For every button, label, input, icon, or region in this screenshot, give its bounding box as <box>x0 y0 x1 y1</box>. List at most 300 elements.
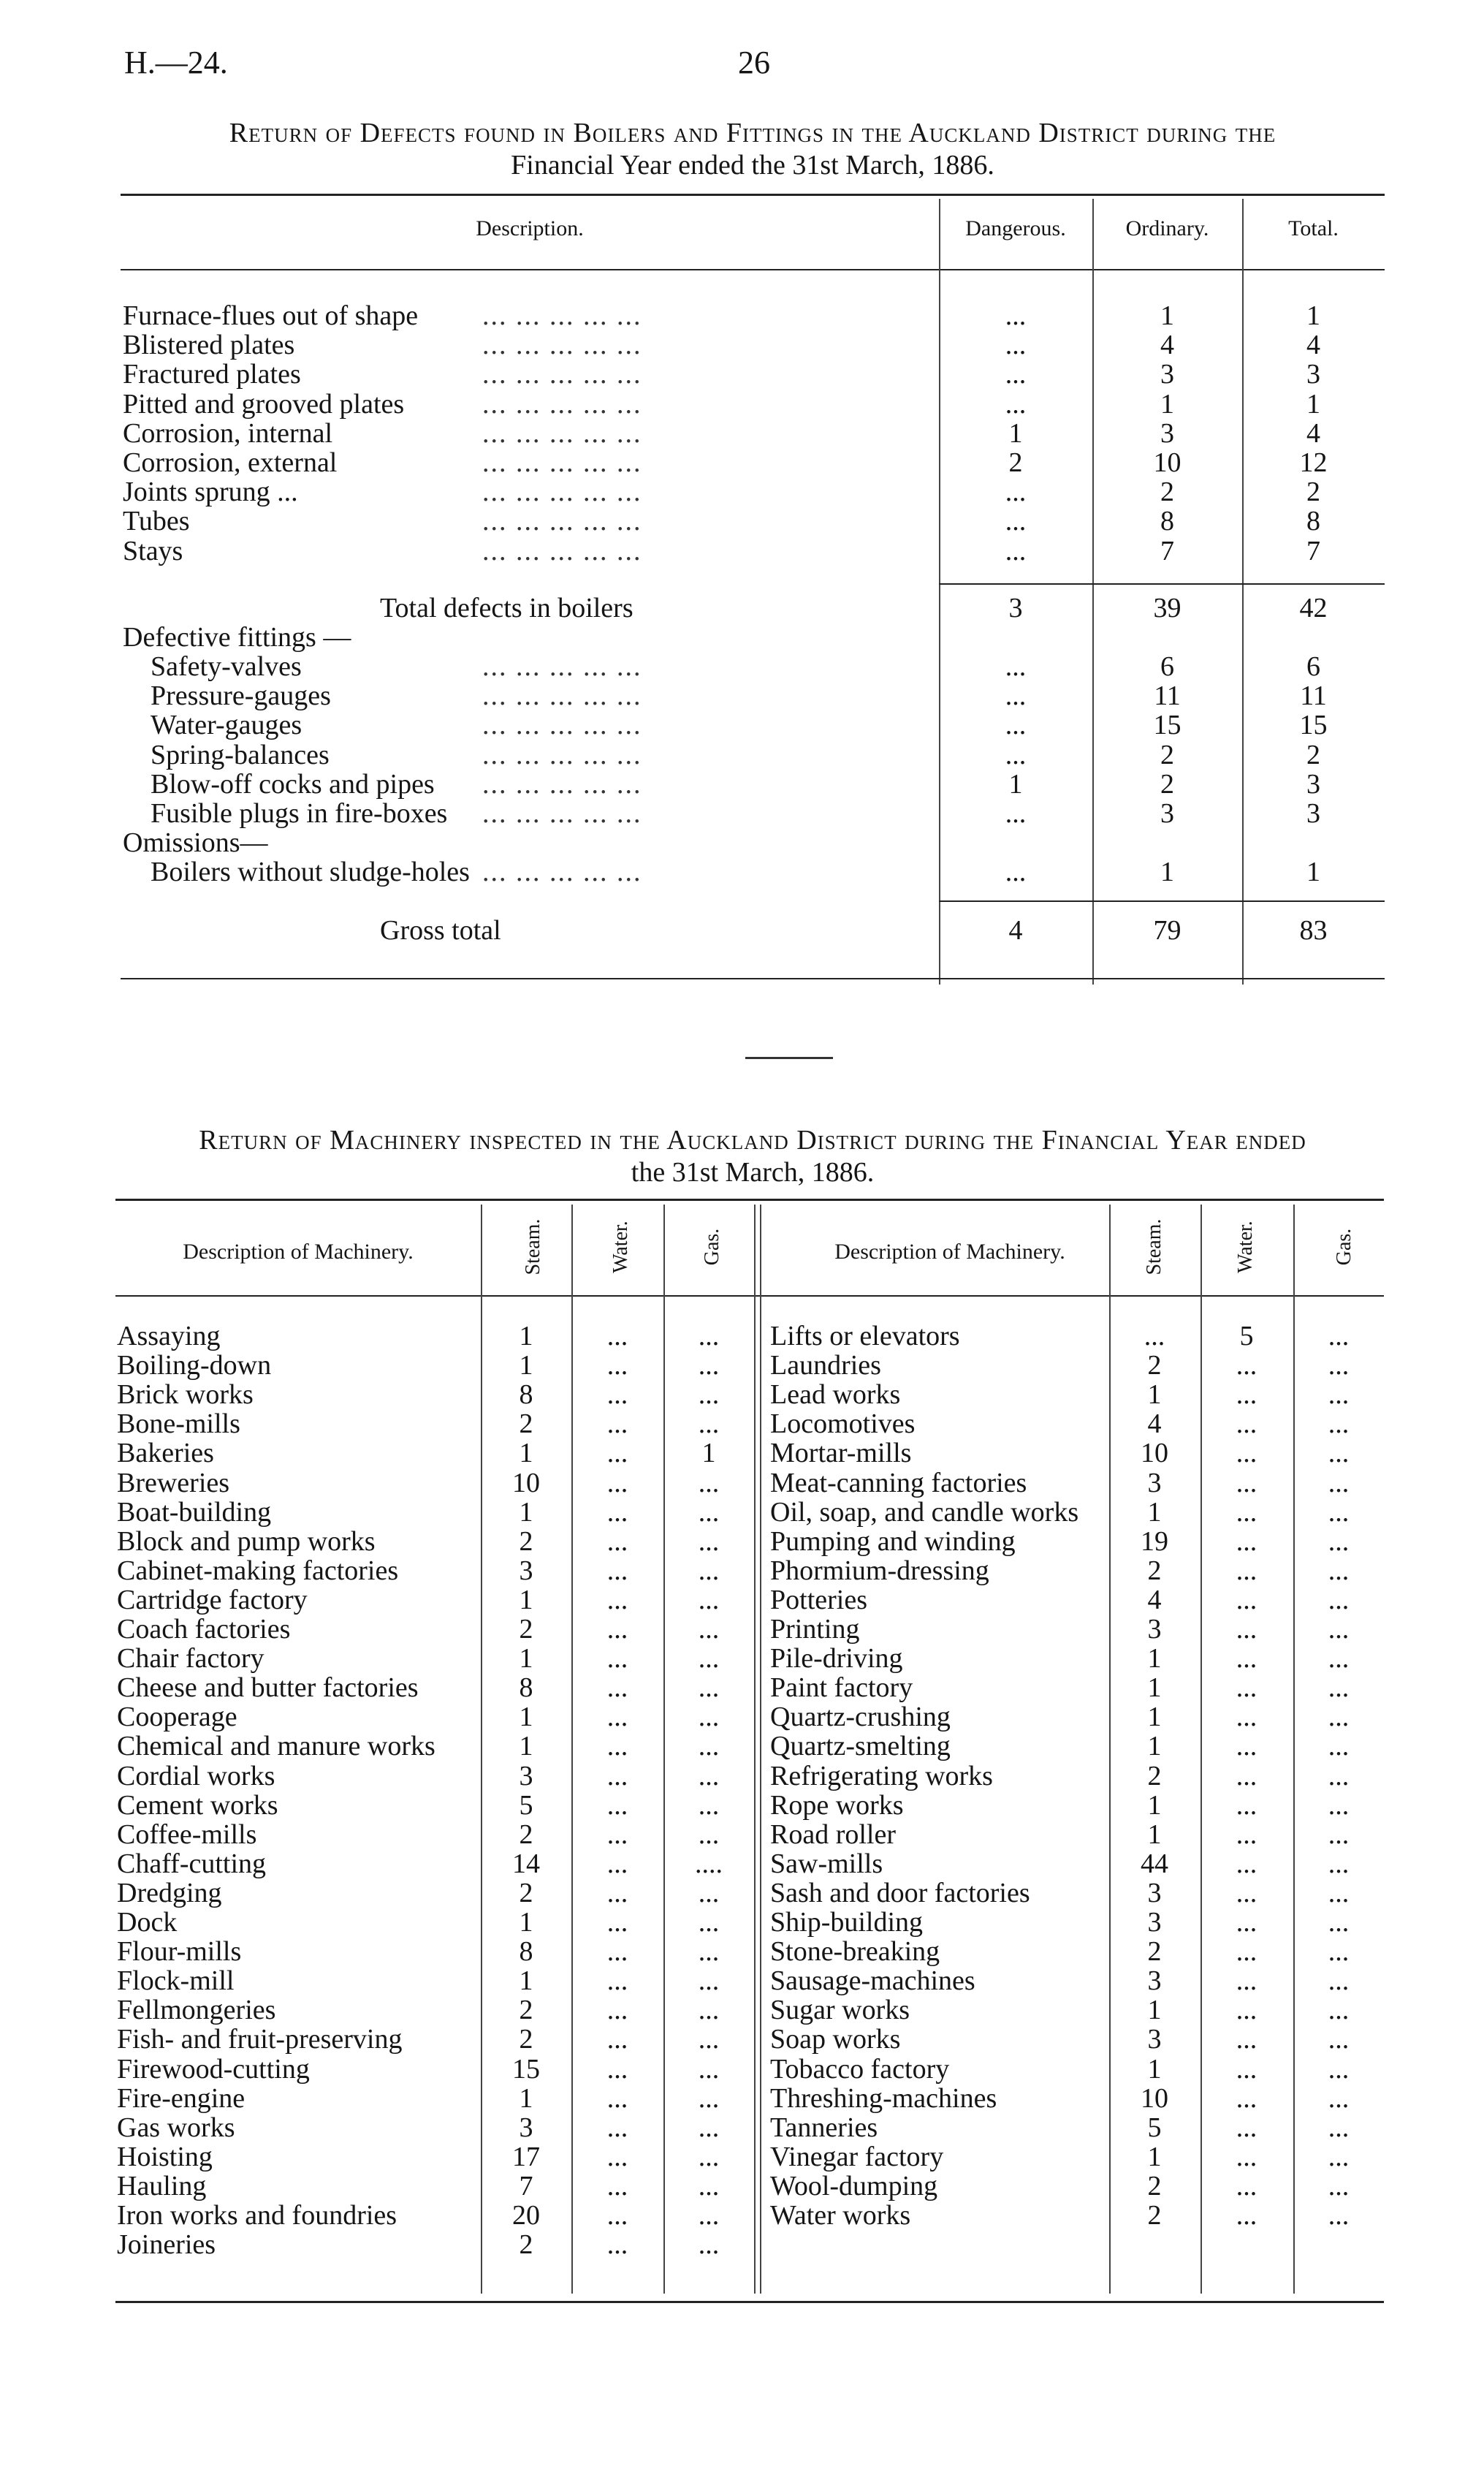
machinery-row <box>0 1732 1484 1761</box>
water-value: ... <box>606 1761 628 1791</box>
machinery-label: Chemical and manure works <box>117 1731 435 1761</box>
row-label: Furnace-flues out of shape <box>123 300 419 331</box>
machinery-label: Boiling-down <box>117 1350 272 1381</box>
water-value: ... <box>606 1672 628 1703</box>
gas-value: ... <box>1328 1438 1350 1468</box>
machinery-label: Tobacco factory <box>770 2054 950 2085</box>
leader-dots: ... ... ... ... ... <box>482 418 642 449</box>
row-label: Tubes <box>123 506 190 536</box>
leader-dots: ... ... ... ... ... <box>482 769 642 800</box>
water-value: ... <box>1236 1761 1257 1791</box>
leader-dots: ... ... ... ... ... <box>482 680 642 711</box>
water-value: ... <box>1236 2142 1257 2172</box>
steam-value: 2 <box>519 2229 533 2260</box>
ordinary-value: 2 <box>1160 477 1174 507</box>
machinery-label: Soap works <box>770 2024 901 2055</box>
boilers-subtotal-rule <box>939 583 1385 585</box>
machinery-label: Sausage-machines <box>770 1965 975 1996</box>
water-value: ... <box>1236 1672 1257 1703</box>
machinery-row <box>0 2201 1484 2230</box>
machinery-row <box>0 2055 1484 2084</box>
machinery-row <box>0 2172 1484 2201</box>
water-value: 5 <box>1239 1321 1254 1351</box>
table-row <box>0 330 1484 360</box>
machinery-left-col-steam: Steam. <box>522 1218 544 1275</box>
total-value: 7 <box>1306 536 1320 566</box>
machinery-label: Cement works <box>117 1790 278 1821</box>
ordinary-value: 2 <box>1160 769 1174 800</box>
table-row <box>0 507 1484 536</box>
water-value: ... <box>606 1790 628 1821</box>
leader-dots: ... ... ... ... ... <box>482 857 642 887</box>
gas-value: ... <box>1328 1995 1350 2025</box>
machinery-label: Paint factory <box>770 1672 913 1703</box>
steam-value: 3 <box>1147 1878 1162 1908</box>
steam-value: 1 <box>1147 1790 1162 1821</box>
machinery-row <box>0 1995 1484 2025</box>
water-value: ... <box>606 1731 628 1761</box>
total-value: 4 <box>1306 418 1320 449</box>
steam-value: 5 <box>1147 2112 1162 2143</box>
gas-value: ... <box>1328 1614 1350 1645</box>
total-value: 4 <box>1306 330 1320 360</box>
total-value: 3 <box>1306 798 1320 829</box>
row-label: Spring-balances <box>151 740 330 770</box>
gas-value: ... <box>1328 1848 1350 1879</box>
fittings-heading: Defective fittings — <box>123 622 351 653</box>
ordinary-value: 8 <box>1160 506 1174 536</box>
machinery-label: Coffee-mills <box>117 1819 257 1850</box>
water-value: ... <box>1236 1438 1257 1468</box>
water-value: ... <box>606 2142 628 2172</box>
total-value: 15 <box>1299 710 1328 740</box>
steam-value: 1 <box>519 1585 533 1615</box>
gas-value: ... <box>698 1379 720 1410</box>
steam-value: 1 <box>519 1497 533 1528</box>
steam-value: 3 <box>1147 1907 1162 1938</box>
table-row <box>0 360 1484 389</box>
machinery-label: Wool-dumping <box>770 2171 938 2201</box>
leader-dots: ... ... ... ... ... <box>482 477 642 507</box>
steam-value: 1 <box>1147 1672 1162 1703</box>
dangerous-value: ... <box>1005 536 1027 566</box>
machinery-right-col-steam: Steam. <box>1143 1218 1165 1275</box>
gas-value: ... <box>698 2171 720 2201</box>
table-row <box>0 419 1484 448</box>
water-value: ... <box>606 2200 628 2231</box>
machinery-label: Coach factories <box>117 1614 291 1645</box>
machinery-label: Block and pump works <box>117 1526 376 1557</box>
machinery-row <box>0 2230 1484 2259</box>
water-value: ... <box>606 1878 628 1908</box>
machinery-title-line2: the 31st March, 1886. <box>631 1157 875 1188</box>
water-value: ... <box>606 1438 628 1468</box>
gas-value: ... <box>1328 1761 1350 1791</box>
leader-dots: ... ... ... ... ... <box>482 506 642 536</box>
row-label: Total defects in boilers <box>380 593 633 623</box>
machinery-row <box>0 1380 1484 1409</box>
steam-value: 1 <box>1147 1702 1162 1732</box>
water-value: ... <box>1236 1379 1257 1410</box>
gas-value: ... <box>1328 2171 1350 2201</box>
gas-value: ... <box>698 2142 720 2172</box>
gas-value: ... <box>1328 2024 1350 2055</box>
steam-value: 2 <box>1147 1555 1162 1586</box>
water-value: ... <box>1236 2083 1257 2114</box>
machinery-label: Lead works <box>770 1379 901 1410</box>
page-number: 26 <box>738 45 770 80</box>
water-value: ... <box>1236 1907 1257 1938</box>
machinery-label: Sugar works <box>770 1995 910 2025</box>
machinery-label: Water works <box>770 2200 911 2231</box>
steam-value: 2 <box>519 1408 533 1439</box>
ordinary-value: 79 <box>1153 915 1182 946</box>
steam-value: 3 <box>1147 1468 1162 1498</box>
leader-dots: ... ... ... ... ... <box>482 300 642 331</box>
steam-value: 3 <box>519 2112 533 2143</box>
gas-value: ... <box>1328 1585 1350 1615</box>
gas-value: ... <box>698 1761 720 1791</box>
steam-value: 8 <box>519 1936 533 1967</box>
water-value: ... <box>606 1965 628 1996</box>
machinery-bottom-rule <box>115 2301 1384 2303</box>
dangerous-value: ... <box>1005 680 1027 711</box>
dangerous-value: ... <box>1005 857 1027 887</box>
steam-value: 4 <box>1147 1408 1162 1439</box>
ordinary-value: 3 <box>1160 418 1174 449</box>
machinery-row <box>0 1438 1484 1468</box>
dangerous-value: 1 <box>1008 418 1023 449</box>
row-label: Pitted and grooved plates <box>123 389 405 420</box>
row-label: Corrosion, external <box>123 447 338 478</box>
table-row <box>0 740 1484 770</box>
water-value: ... <box>606 1350 628 1381</box>
gas-value: ... <box>698 1819 720 1850</box>
machinery-row <box>0 2025 1484 2054</box>
steam-value: 2 <box>519 1995 533 2025</box>
water-value: ... <box>606 1995 628 2025</box>
ordinary-value: 6 <box>1160 651 1174 682</box>
gas-value: ... <box>698 1907 720 1938</box>
water-value: ... <box>606 2024 628 2055</box>
water-value: ... <box>1236 1702 1257 1732</box>
machinery-label: Rope works <box>770 1790 904 1821</box>
table-row <box>0 301 1484 330</box>
total-value: 1 <box>1306 389 1320 420</box>
total-value: 12 <box>1299 447 1328 478</box>
steam-value: 4 <box>1147 1585 1162 1615</box>
boilers-top-rule <box>121 194 1385 196</box>
steam-value: 17 <box>512 2142 540 2172</box>
dangerous-value: ... <box>1005 506 1027 536</box>
gas-value: ... <box>698 1790 720 1821</box>
machinery-label: Chaff-cutting <box>117 1848 267 1879</box>
machinery-label: Flock-mill <box>117 1965 235 1996</box>
gas-value: ... <box>698 1672 720 1703</box>
water-value: ... <box>606 1936 628 1967</box>
machinery-left-col-description: Description of Machinery. <box>183 1240 414 1264</box>
machinery-left-col-water: Water. <box>609 1221 632 1273</box>
water-value: ... <box>1236 1965 1257 1996</box>
row-label: Fusible plugs in fire-boxes <box>151 798 448 829</box>
boilers-col-dangerous: Dangerous. <box>965 216 1066 240</box>
gas-value: ... <box>1328 1702 1350 1732</box>
machinery-label: Pumping and winding <box>770 1526 1016 1557</box>
steam-value: 10 <box>512 1468 540 1498</box>
ordinary-value: 7 <box>1160 536 1174 566</box>
row-label: Water-gauges <box>151 710 302 740</box>
total-value: 2 <box>1306 477 1320 507</box>
steam-value: 1 <box>519 1350 533 1381</box>
ordinary-value: 11 <box>1154 680 1181 711</box>
water-value: ... <box>606 1379 628 1410</box>
water-value: ... <box>1236 1350 1257 1381</box>
machinery-row <box>0 1761 1484 1791</box>
gas-value: ... <box>698 1321 720 1351</box>
gas-value: ... <box>1328 1526 1350 1557</box>
water-value: ... <box>606 2229 628 2260</box>
dangerous-value: 3 <box>1008 593 1023 623</box>
omissions-heading: Omissions— <box>123 827 268 858</box>
ordinary-value: 1 <box>1160 857 1174 887</box>
machinery-label: Hoisting <box>117 2142 213 2172</box>
gas-value: ... <box>1328 1643 1350 1674</box>
machinery-label: Cooperage <box>117 1702 237 1732</box>
machinery-header-rule <box>115 1295 1384 1297</box>
water-value: ... <box>606 1408 628 1439</box>
water-value: ... <box>606 1497 628 1528</box>
boilers-col-total: Total. <box>1288 216 1339 240</box>
gas-value: ... <box>1328 1408 1350 1439</box>
machinery-label: Firewood-cutting <box>117 2054 310 2085</box>
machinery-label: Printing <box>770 1614 860 1645</box>
machinery-label: Chair factory <box>117 1643 265 1674</box>
machinery-row <box>0 1409 1484 1438</box>
document-reference: H.—24. <box>124 45 228 80</box>
machinery-right-col-gas: Gas. <box>1333 1228 1355 1266</box>
machinery-label: Cheese and butter factories <box>117 1672 419 1703</box>
machinery-label: Fire-engine <box>117 2083 246 2114</box>
machinery-label: Cartridge factory <box>117 1585 308 1615</box>
machinery-label: Brick works <box>117 1379 254 1410</box>
machinery-row <box>0 1644 1484 1673</box>
steam-value: 1 <box>519 1965 533 1996</box>
row-label: Pressure-gauges <box>151 680 331 711</box>
leader-dots: ... ... ... ... ... <box>482 330 642 360</box>
machinery-label: Dredging <box>117 1878 222 1908</box>
row-label: Safety-valves <box>151 651 302 682</box>
gas-value: ... <box>698 1965 720 1996</box>
water-value: ... <box>1236 1643 1257 1674</box>
steam-value: 1 <box>519 1907 533 1938</box>
row-label: Gross total <box>380 915 501 946</box>
machinery-label: Iron works and foundries <box>117 2200 397 2231</box>
row-label: Blistered plates <box>123 330 295 360</box>
machinery-row <box>0 1615 1484 1644</box>
total-value: 11 <box>1300 680 1327 711</box>
machinery-label: Cordial works <box>117 1761 275 1791</box>
steam-value: 14 <box>512 1848 540 1879</box>
machinery-table-title <box>121 1124 1385 1188</box>
machinery-label: Gas works <box>117 2112 235 2143</box>
steam-value: 3 <box>519 1761 533 1791</box>
machinery-row <box>0 2113 1484 2142</box>
water-value: ... <box>606 2171 628 2201</box>
machinery-label: Boat-building <box>117 1497 272 1528</box>
steam-value: 3 <box>519 1555 533 1586</box>
machinery-row <box>0 1468 1484 1498</box>
table-row <box>0 390 1484 419</box>
boilers-title-line1: Return of Defects found in Boilers and Fittings in the Auckland District during the <box>229 118 1276 148</box>
ordinary-value: 3 <box>1160 359 1174 390</box>
table-row <box>0 857 1484 887</box>
machinery-row <box>0 1820 1484 1849</box>
leader-dots: ... ... ... ... ... <box>482 740 642 770</box>
gas-value: ... <box>1328 1790 1350 1821</box>
steam-value: 2 <box>519 1614 533 1645</box>
machinery-row <box>0 1878 1484 1908</box>
steam-value: 3 <box>1147 1965 1162 1996</box>
gas-value: ... <box>698 2112 720 2143</box>
steam-value: 1 <box>1147 1819 1162 1850</box>
leader-dots: ... ... ... ... ... <box>482 359 642 390</box>
leader-dots: ... ... ... ... ... <box>482 447 642 478</box>
machinery-right-col-description: Description of Machinery. <box>834 1240 1065 1264</box>
steam-value: 1 <box>519 2083 533 2114</box>
table-row <box>0 477 1484 507</box>
machinery-row <box>0 1498 1484 1527</box>
steam-value: 2 <box>1147 1350 1162 1381</box>
steam-value: 2 <box>519 1526 533 1557</box>
dangerous-value: 4 <box>1008 915 1023 946</box>
steam-value: 1 <box>519 1702 533 1732</box>
water-value: ... <box>606 1702 628 1732</box>
machinery-label: Lifts or elevators <box>770 1321 960 1351</box>
machinery-row <box>0 2142 1484 2172</box>
water-value: ... <box>606 1848 628 1879</box>
steam-value: 7 <box>519 2171 533 2201</box>
machinery-row <box>0 1351 1484 1380</box>
machinery-label: Tanneries <box>770 2112 878 2143</box>
steam-value: 20 <box>512 2200 540 2231</box>
water-value: ... <box>1236 1468 1257 1498</box>
water-value: ... <box>1236 1585 1257 1615</box>
water-value: ... <box>1236 1408 1257 1439</box>
dangerous-value: ... <box>1005 477 1027 507</box>
ordinary-value: 39 <box>1153 593 1182 623</box>
machinery-label: Hauling <box>117 2171 207 2201</box>
gas-value: ... <box>1328 1350 1350 1381</box>
gas-value: ... <box>698 1526 720 1557</box>
dangerous-value: ... <box>1005 300 1027 331</box>
gas-value: ... <box>1328 2112 1350 2143</box>
gas-value: ... <box>1328 2083 1350 2114</box>
boilers-gross-rule <box>939 900 1385 902</box>
dangerous-value: ... <box>1005 651 1027 682</box>
machinery-label: Quartz-crushing <box>770 1702 951 1732</box>
water-value: ... <box>1236 1819 1257 1850</box>
water-value: ... <box>606 2112 628 2143</box>
steam-value: 2 <box>519 1878 533 1908</box>
dangerous-value: ... <box>1005 389 1027 420</box>
steam-value: 8 <box>519 1672 533 1703</box>
machinery-label: Phormium-dressing <box>770 1555 989 1586</box>
gas-value: ... <box>698 1614 720 1645</box>
gas-value: ... <box>1328 1878 1350 1908</box>
gas-value: ... <box>698 1585 720 1615</box>
machinery-label: Refrigerating works <box>770 1761 993 1791</box>
dangerous-value: ... <box>1005 740 1027 770</box>
gas-value: ... <box>1328 1379 1350 1410</box>
table-row <box>0 799 1484 828</box>
machinery-title-line1: Return of Machinery inspected in the Auckland District during the Financial Year ended <box>199 1125 1306 1156</box>
leader-dots: ... ... ... ... ... <box>482 651 642 682</box>
gas-value: ... <box>1328 1936 1350 1967</box>
machinery-label: Sash and door factories <box>770 1878 1030 1908</box>
water-value: ... <box>1236 2054 1257 2085</box>
machinery-label: Locomotives <box>770 1408 916 1439</box>
water-value: ... <box>606 1585 628 1615</box>
steam-value: ... <box>1144 1321 1165 1351</box>
machinery-label: Joineries <box>117 2229 216 2260</box>
steam-value: 1 <box>1147 2142 1162 2172</box>
steam-value: 2 <box>1147 1761 1162 1791</box>
machinery-right-col-water: Water. <box>1234 1221 1257 1273</box>
boilers-col-description: Description. <box>476 216 584 240</box>
gas-value: ... <box>1328 1672 1350 1703</box>
machinery-label: Ship-building <box>770 1907 924 1938</box>
gas-value: ... <box>1328 2054 1350 2085</box>
machinery-row <box>0 1702 1484 1732</box>
water-value: ... <box>1236 1790 1257 1821</box>
water-value: ... <box>1236 2024 1257 2055</box>
water-value: ... <box>606 1643 628 1674</box>
machinery-label: Pile-driving <box>770 1643 903 1674</box>
water-value: ... <box>606 1468 628 1498</box>
machinery-row <box>0 1527 1484 1556</box>
table-row <box>0 536 1484 566</box>
gas-value: ... <box>698 1643 720 1674</box>
machinery-label: Mortar-mills <box>770 1438 912 1468</box>
machinery-label: Breweries <box>117 1468 230 1498</box>
row-label: Boilers without sludge-holes <box>151 857 470 887</box>
water-value: ... <box>1236 1878 1257 1908</box>
machinery-row <box>0 1849 1484 1878</box>
leader-dots: ... ... ... ... ... <box>482 798 642 829</box>
steam-value: 15 <box>512 2054 540 2085</box>
total-value: 8 <box>1306 506 1320 536</box>
dangerous-value: 2 <box>1008 447 1023 478</box>
machinery-label: Dock <box>117 1907 178 1938</box>
boilers-col-ordinary: Ordinary. <box>1125 216 1209 240</box>
gas-value: ... <box>1328 1731 1350 1761</box>
machinery-row <box>0 1321 1484 1351</box>
gas-value: ... <box>698 1468 720 1498</box>
steam-value: 1 <box>519 1321 533 1351</box>
ordinary-value: 4 <box>1160 330 1174 360</box>
steam-value: 1 <box>519 1438 533 1468</box>
table-row <box>0 710 1484 740</box>
water-value: ... <box>606 1321 628 1351</box>
total-value: 3 <box>1306 769 1320 800</box>
water-value: ... <box>606 2083 628 2114</box>
machinery-label: Threshing-machines <box>770 2083 997 2114</box>
steam-value: 1 <box>1147 2054 1162 2085</box>
steam-value: 1 <box>519 1731 533 1761</box>
ordinary-value: 3 <box>1160 798 1174 829</box>
machinery-label: Saw-mills <box>770 1848 883 1879</box>
gas-value: ... <box>698 2200 720 2231</box>
